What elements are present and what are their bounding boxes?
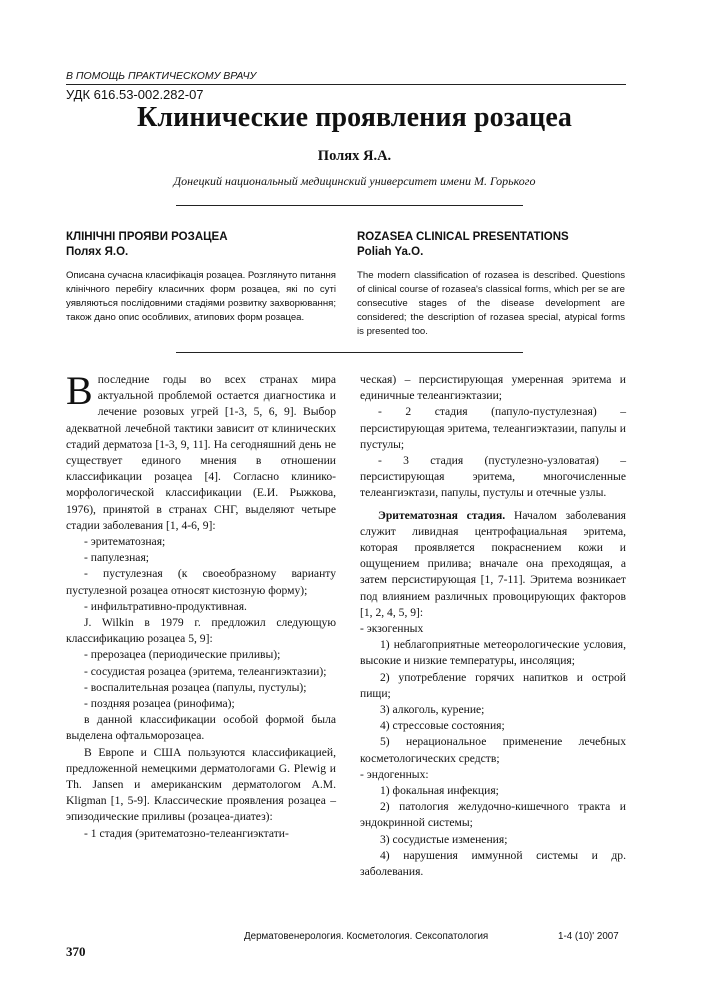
abstract-ua-text: Описана сучасна класифікація розацеа. Розглянуто питання клінічного перебігу класичних форм розацеа, які по суті уявляються послідовними стадіями розвитку захворювання; також дано опис особливих, атипових форм розацеа. — [66, 270, 336, 323]
list-item: 3) алкоголь, курение; — [380, 703, 485, 717]
footer-journal-name: Дерматовенерология. Косметология. Сексопатология — [244, 931, 489, 942]
page-number: 370 — [66, 944, 86, 959]
list-item: - воспалительная розацеа (папулы, пустулы); — [84, 680, 307, 694]
article-author: Полях Я.А. — [317, 148, 392, 164]
abstract-ua-author: Полях Я.О. — [66, 246, 129, 258]
paragraph: В Европе и США пользуются классификацией, предложенной немецкими дерматологами G. Plewig и Th. Jansen и американским дерматологом A.M. Kligman [1, 5-9]. Классические проявления розацеа – эпизодические приливы (розацеа-диатез): — [66, 745, 336, 824]
list-item: 1) фокальная инфекция; — [380, 784, 499, 798]
list-item: - папулезная; — [84, 551, 150, 565]
list-item: - инфильтративно-продуктивная. — [84, 599, 247, 613]
list-item: - эритематозная; — [84, 535, 166, 549]
list-item: 4) стрессовые состояния; — [380, 719, 505, 733]
drop-cap: В — [66, 368, 93, 413]
paragraph: ческая) – персистирующая умеренная эритема и единичные телеангиэктазии; — [360, 373, 626, 403]
list-item: 2) патология желудочно-кишечного тракта и эндокринной системы; — [360, 800, 626, 830]
list-item: - поздняя розацеа (ринофима); — [84, 697, 235, 711]
header-divider — [176, 205, 523, 206]
list-item: 4) нарушения иммунной системы и др. заболевания. — [360, 848, 626, 879]
list-item: - 3 стадия (пустулезно-узловатая) – персистирующая эритема, многочисленные телеангиэктази, папулы, пустулы и отечные узлы. — [360, 454, 626, 500]
author-affiliation: Донецкий национальный медицинский университет имени М. Горького — [173, 174, 536, 188]
list-heading: - экзогенных — [360, 622, 424, 636]
abstract-en-author: Poliah Ya.O. — [357, 246, 424, 258]
section-rubric: В ПОМОЩЬ ПРАКТИЧЕСКОМУ ВРАЧУ — [66, 70, 257, 82]
abstract-en-title: ROZASEA CLINICAL PRESENTATIONS — [357, 231, 569, 243]
abstract-en-text: The modern classification of rozasea is described. Questions of clinical course of rozasea's classical forms, which per se are consecutive stages of the disease development are considered; the description of rozasea special, atypical forms is presented too. — [357, 270, 625, 337]
body-column-left — [66, 368, 336, 842]
intro-text: последние годы во всех странах мира актуальной проблемой остается диагностика и лечение розовых угрей [1-3, 5, 6, 9]. Выбор адекватной лечебной тактики зависит от клинических стадий дерматоза [1-3, 9, 11]. На сегодняшний день не существует единого мнения в отношении классификации розацеа [4]. Согласно клинико-морфологической классификации (Е.И. Рыжкова, 1976), принятой в странах СНГ, выделяют четыре стадии заболевания [1, 4-6, 9]: — [66, 373, 336, 532]
abstract-ukrainian — [66, 230, 336, 325]
list-item: - 1 стадия (эритематозно-телеангиэктати- — [84, 826, 289, 840]
paragraph: в данной классификации особой формой была выделена офтальморозацеа. — [66, 713, 336, 743]
list-item: 3) сосудистые изменения; — [380, 832, 508, 846]
section-text: Началом заболевания служит ливидная центрофациальная эритема, которая проявляется покраснением кожи и ощущением прилива; вначале она преходящая, а затем персистирующая [1, 7-11]. Эритема возникает под влиянием различных провоцирующих факторов [1, 2, 4, 5, 9]: — [360, 508, 626, 619]
paragraph: J. Wilkin в 1979 г. предложил следующую классификацию розацеа 5, 9]: — [66, 616, 336, 646]
footer-issue: 1-4 (10)' 2007 — [558, 931, 619, 942]
list-item: 5) нерациональное применение лечебных косметологических средств; — [360, 735, 626, 765]
body-column-right — [360, 372, 626, 880]
list-item: - 2 стадия (папуло-пустулезная) – персистирующая эритема, телеангиэктазии, папулы и пустулы; — [360, 405, 626, 451]
list-item: 2) употребление горячих напитков и острой пищи; — [360, 670, 626, 700]
top-divider — [66, 84, 626, 85]
section-paragraph — [360, 508, 626, 621]
list-item: - прерозацеа (периодические приливы); — [84, 648, 281, 662]
section-heading: Эритематозная стадия. — [378, 508, 506, 522]
list-item: - пустулезная (к своеобразному варианту пустулезной розацеа относят кистозную форму); — [66, 567, 336, 597]
udk-code: УДК 616.53-002.282-07 — [66, 87, 204, 102]
abstract-divider — [176, 352, 523, 353]
list-heading: - эндогенных: — [360, 767, 429, 781]
abstract-english — [357, 230, 625, 339]
list-item: - сосудистая розацеа (эритема, телеангиэктазии); — [84, 664, 327, 678]
intro-paragraph — [66, 368, 336, 534]
abstract-ua-title: КЛІНІЧНІ ПРОЯВИ РОЗАЦЕА — [66, 231, 228, 243]
article-title: Клинические проявления розацеа — [136, 102, 573, 133]
list-item: 1) неблагоприятные метеорологические условия, высокие и низкие температуры, инсоляция; — [360, 638, 626, 668]
